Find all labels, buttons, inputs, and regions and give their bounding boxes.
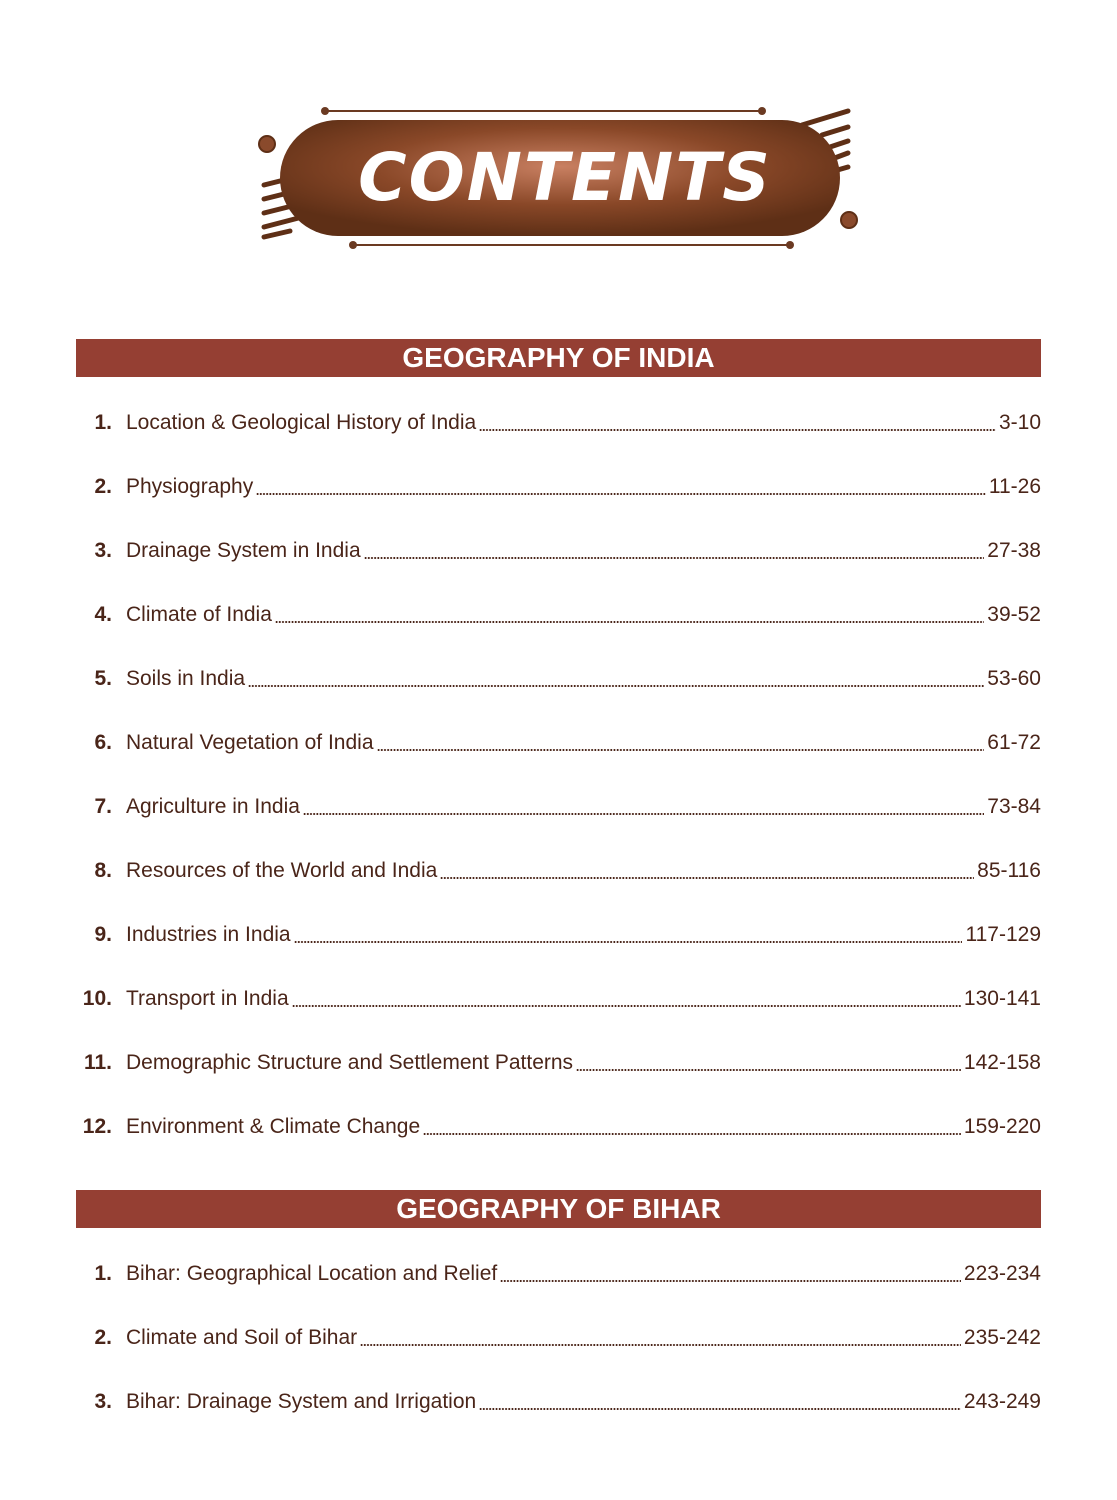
toc-item-title: Bihar: Geographical Location and Relief	[126, 1262, 498, 1285]
toc-leader-dots	[500, 1280, 961, 1282]
contents-banner	[250, 95, 870, 265]
toc-item[interactable]	[76, 711, 1041, 775]
banner-top-dot-left	[321, 107, 329, 115]
toc-item[interactable]	[76, 1242, 1041, 1306]
toc-item[interactable]	[76, 583, 1041, 647]
toc-leader-dots	[364, 557, 985, 559]
toc-item[interactable]	[76, 967, 1041, 1031]
toc-item-title: Resources of the World and India	[126, 859, 438, 882]
toc-item-pages: 159-220	[963, 1115, 1041, 1138]
toc-item-pages: 117-129	[965, 923, 1041, 946]
toc-leader-dots	[360, 1344, 961, 1346]
toc-item[interactable]	[76, 903, 1041, 967]
toc-item-pages: 73-84	[987, 795, 1041, 818]
toc-item-number: 3.	[94, 539, 112, 562]
toc-item-title: Soils in India	[126, 667, 246, 690]
toc-list	[76, 391, 1041, 1159]
toc-item[interactable]	[76, 775, 1041, 839]
toc-item-pages: 11-26	[988, 475, 1041, 498]
toc-item-pages: 53-60	[987, 667, 1041, 690]
toc-item-pages: 223-234	[963, 1262, 1041, 1285]
toc-item-number: 1.	[94, 411, 112, 434]
toc-item[interactable]	[76, 1370, 1041, 1434]
toc-item-number: 12.	[82, 1115, 112, 1138]
toc-item-title: Agriculture in India	[126, 795, 300, 818]
banner-top-dot-right	[758, 107, 766, 115]
toc-item-number: 4.	[94, 603, 112, 626]
toc-item-title: Natural Vegetation of India	[126, 731, 374, 754]
toc-item[interactable]	[76, 647, 1041, 711]
toc-item-pages: 27-38	[987, 539, 1041, 562]
toc-item-number: 7.	[94, 795, 112, 818]
toc-leader-dots	[423, 1133, 961, 1135]
contents-title: CONTENTS	[358, 139, 772, 216]
toc-item-number: 9.	[94, 923, 112, 946]
toc-item-number: 11.	[83, 1051, 112, 1074]
toc-item-title: Bihar: Drainage System and Irrigation	[126, 1390, 477, 1413]
section-heading: GEOGRAPHY OF INDIA	[76, 339, 1041, 377]
toc-item-pages: 85-116	[977, 859, 1041, 882]
toc-item-number: 1.	[94, 1262, 112, 1285]
toc-item-title: Transport in India	[126, 987, 289, 1010]
toc-leader-dots	[479, 1408, 961, 1410]
toc-list	[76, 1242, 1041, 1434]
toc-leader-dots	[292, 1005, 961, 1007]
toc-item-pages: 130-141	[963, 987, 1041, 1010]
toc-leader-dots	[294, 941, 963, 943]
section-heading: GEOGRAPHY OF BIHAR	[76, 1190, 1041, 1228]
toc-item-title: Demographic Structure and Settlement Patterns	[126, 1051, 574, 1074]
toc-item-title: Physiography	[126, 475, 254, 498]
toc-leader-dots	[377, 749, 985, 751]
toc-item-title: Industries in India	[126, 923, 291, 946]
toc-item[interactable]	[76, 391, 1041, 455]
toc-leader-dots	[256, 493, 986, 495]
banner-bottom-dot-right	[786, 241, 794, 249]
toc-item-number: 3.	[94, 1390, 112, 1413]
toc-item-title: Environment & Climate Change	[126, 1115, 421, 1138]
toc-item-number: 8.	[94, 859, 112, 882]
section-geography-of-india	[76, 339, 1041, 1159]
toc-leader-dots	[440, 877, 974, 879]
toc-item[interactable]	[76, 839, 1041, 903]
toc-leader-dots	[303, 813, 984, 815]
toc-item-number: 5.	[94, 667, 112, 690]
section-geography-of-bihar	[76, 1190, 1041, 1434]
banner-left-circle	[259, 136, 275, 152]
toc-item[interactable]	[76, 1306, 1041, 1370]
toc-item-number: 2.	[94, 475, 112, 498]
toc-item-pages: 142-158	[963, 1051, 1041, 1074]
banner-bottom-dot-left	[349, 241, 357, 249]
toc-item-pages: 3-10	[998, 411, 1041, 434]
toc-leader-dots	[479, 429, 996, 431]
toc-item[interactable]	[76, 519, 1041, 583]
toc-item-pages: 39-52	[987, 603, 1041, 626]
toc-leader-dots	[275, 621, 984, 623]
toc-item-title: Drainage System in India	[126, 539, 361, 562]
toc-item-pages: 61-72	[987, 731, 1041, 754]
toc-item-pages: 243-249	[963, 1390, 1041, 1413]
toc-item-title: Climate and Soil of Bihar	[126, 1326, 358, 1349]
toc-item-number: 10.	[82, 987, 112, 1010]
toc-leader-dots	[576, 1069, 961, 1071]
toc-item-number: 2.	[94, 1326, 112, 1349]
toc-item[interactable]	[76, 1095, 1041, 1159]
toc-leader-dots	[248, 685, 984, 687]
toc-item-number: 6.	[94, 731, 112, 754]
toc-item[interactable]	[76, 1031, 1041, 1095]
toc-item[interactable]	[76, 455, 1041, 519]
toc-item-title: Location & Geological History of India	[126, 411, 477, 434]
toc-item-title: Climate of India	[126, 603, 272, 626]
toc-item-pages: 235-242	[963, 1326, 1041, 1349]
